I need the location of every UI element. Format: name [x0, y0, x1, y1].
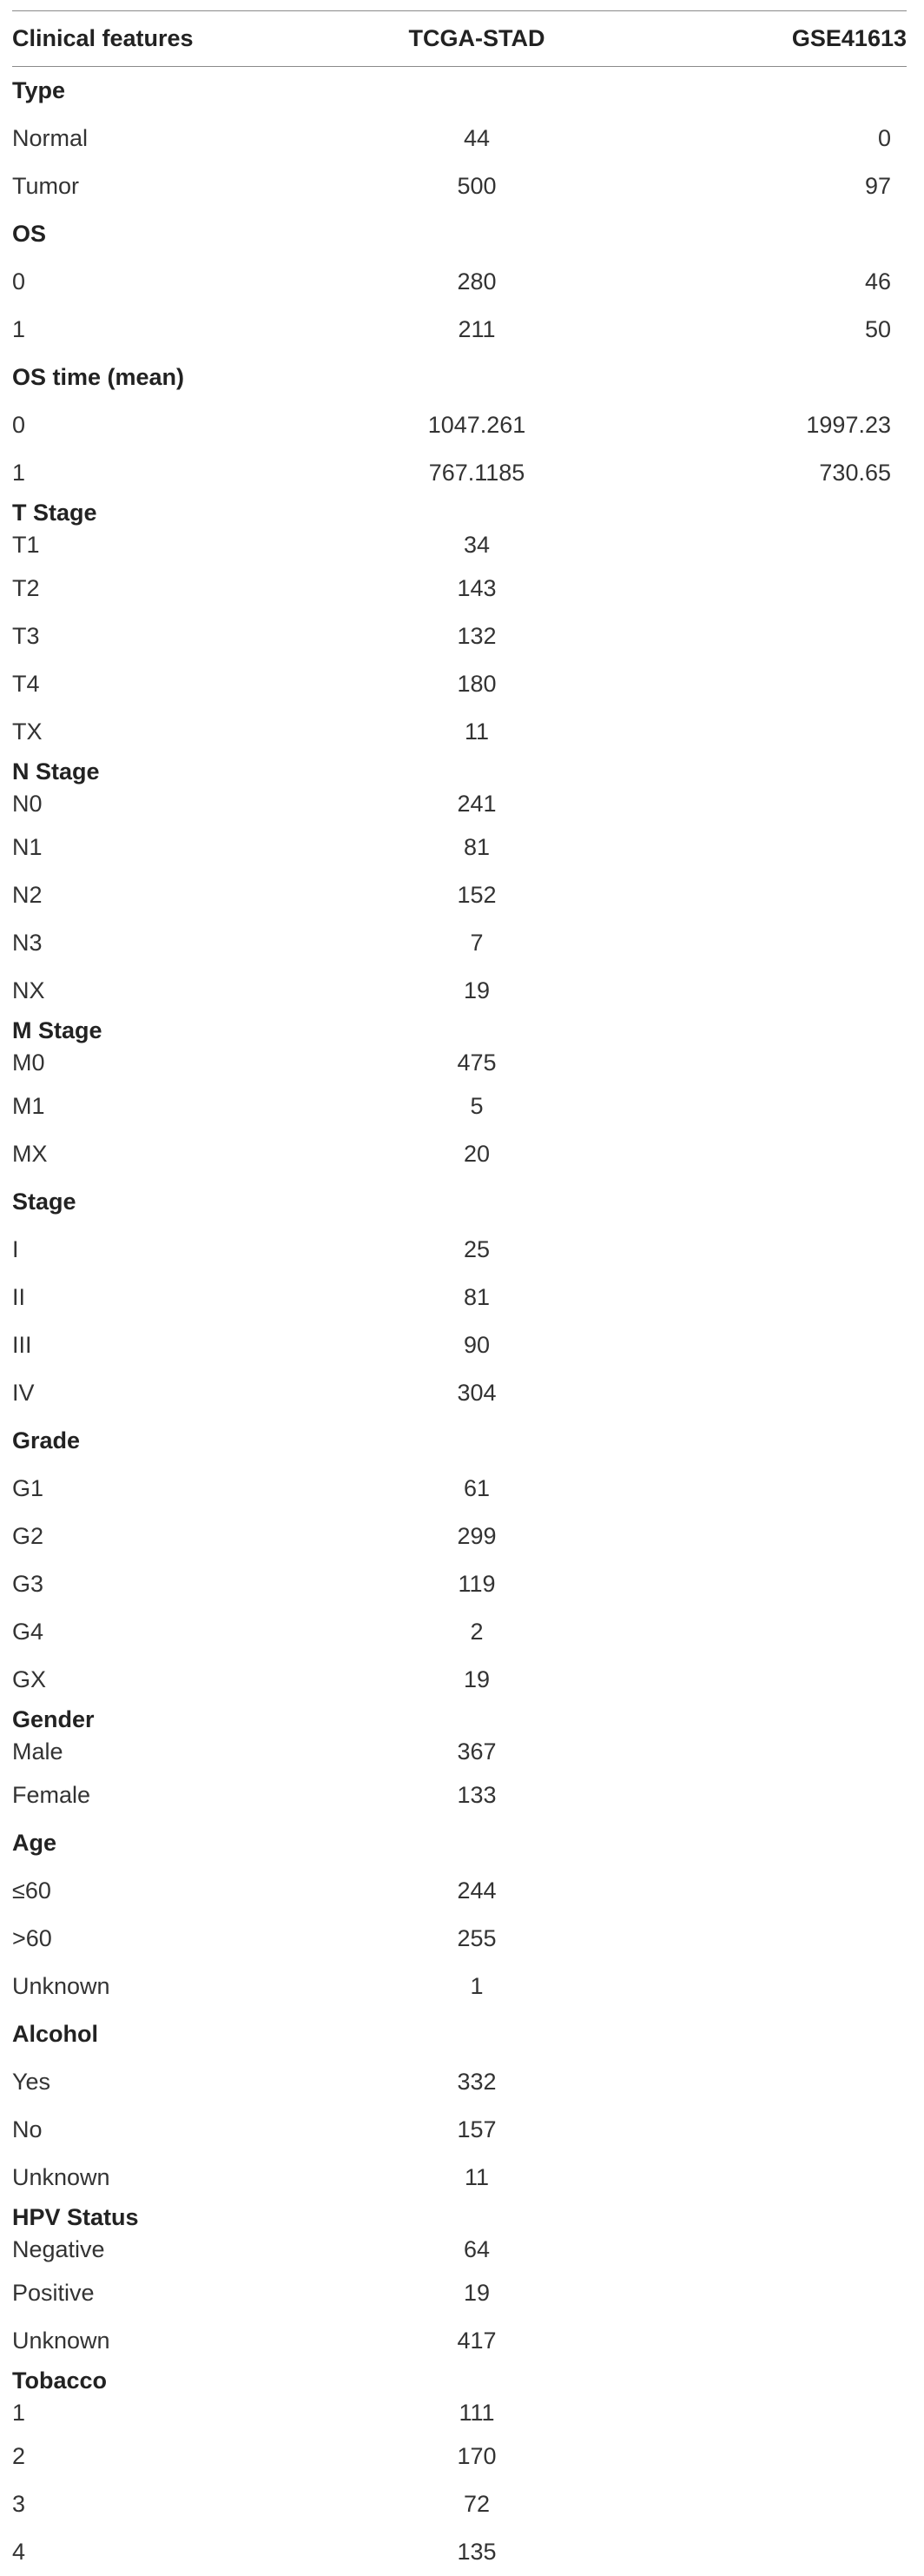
group-label: OS — [12, 220, 47, 247]
row-label: N0 — [12, 791, 43, 817]
table-row — [12, 1465, 907, 1513]
group-label: Stage — [12, 1188, 76, 1215]
row-label: 3 — [12, 2490, 26, 2517]
row-label: Negative — [12, 2236, 105, 2262]
table-row — [12, 2433, 907, 2480]
tcga-stad-value: 2 — [470, 1618, 484, 1645]
row-label: Positive — [12, 2279, 95, 2306]
tcga-stad-value: 5 — [470, 1092, 484, 1119]
tcga-stad-value: 299 — [457, 1522, 497, 1549]
tcga-stad-value: 170 — [457, 2442, 497, 2469]
table-row — [12, 967, 907, 1015]
row-label: >60 — [12, 1924, 52, 1951]
row-label: N2 — [12, 881, 43, 908]
gse41613-value — [655, 2154, 907, 2202]
group-row — [12, 756, 907, 785]
group-row — [12, 210, 907, 258]
gse41613-value — [655, 2317, 907, 2365]
gse41613-value: 1997.23 — [806, 411, 891, 438]
tcga-stad-value: 767.1185 — [428, 459, 525, 486]
table-body — [12, 67, 907, 2576]
group-row — [12, 497, 907, 526]
gse41613-value — [655, 1771, 907, 1819]
table-row — [12, 565, 907, 613]
row-label: M1 — [12, 1092, 45, 1119]
table-row — [12, 258, 907, 306]
gse41613-value — [655, 565, 907, 613]
gse41613-value — [655, 1083, 907, 1130]
row-label: Unknown — [12, 1972, 110, 1999]
tcga-stad-value: 7 — [470, 929, 484, 956]
row-label: IV — [12, 1379, 35, 1406]
gse41613-value — [655, 967, 907, 1015]
gse41613-value — [655, 1915, 907, 1963]
gse41613-value — [655, 1867, 907, 1915]
table-row — [12, 1083, 907, 1130]
group-label: Gender — [12, 1705, 95, 1732]
tcga-stad-value: 72 — [463, 2490, 491, 2517]
table-row — [12, 2317, 907, 2365]
tcga-stad-value: 19 — [463, 1665, 491, 1692]
group-row — [12, 2010, 907, 2058]
table-row — [12, 708, 907, 756]
group-row — [12, 2202, 907, 2231]
clinical-features-table — [12, 10, 907, 2576]
tcga-stad-value: 241 — [457, 791, 497, 817]
table-row — [12, 1560, 907, 1608]
gse41613-value — [655, 1226, 907, 1274]
tcga-stad-value: 280 — [457, 268, 497, 295]
tcga-stad-value: 25 — [463, 1235, 491, 1262]
group-row — [12, 1417, 907, 1465]
tcga-stad-value: 143 — [457, 574, 497, 601]
row-label: 4 — [12, 2538, 26, 2565]
tcga-stad-value: 119 — [458, 1570, 496, 1597]
group-row — [12, 354, 907, 401]
tcga-stad-value: 1047.261 — [427, 411, 526, 438]
tcga-stad-value: 244 — [457, 1877, 497, 1904]
table-row — [12, 1656, 907, 1704]
row-label: Tumor — [12, 172, 80, 199]
row-label: III — [12, 1331, 32, 1358]
tcga-stad-value: 81 — [463, 1283, 491, 1310]
gse41613-value — [655, 613, 907, 660]
table-row — [12, 2106, 907, 2154]
group-row — [12, 1819, 907, 1867]
gse41613-value — [655, 1044, 907, 1083]
header-row — [12, 11, 907, 67]
row-label: Yes — [12, 2068, 51, 2095]
gse41613-value — [655, 708, 907, 756]
row-label: T1 — [12, 532, 40, 558]
group-label: N Stage — [12, 758, 100, 785]
row-label: NX — [12, 977, 45, 1003]
table-row — [12, 785, 907, 824]
group-label: Alcohol — [12, 2020, 98, 2047]
row-label: TX — [12, 718, 43, 745]
group-row — [12, 1178, 907, 1226]
gse41613-value: 730.65 — [819, 459, 891, 486]
row-label: 2 — [12, 2442, 26, 2469]
table-row — [12, 2528, 907, 2576]
header-gse41613: GSE41613 — [791, 25, 907, 51]
table-row — [12, 1044, 907, 1083]
tcga-stad-value: 417 — [457, 2327, 497, 2354]
header-clinical-features: Clinical features — [12, 25, 194, 51]
table-row — [12, 2480, 907, 2528]
group-row — [12, 67, 907, 115]
tcga-stad-value: 304 — [457, 1379, 497, 1406]
table-row — [12, 1915, 907, 1963]
tcga-stad-value: 152 — [457, 881, 497, 908]
table-row — [12, 526, 907, 565]
tcga-stad-value: 367 — [457, 1738, 497, 1765]
row-label: No — [12, 2116, 43, 2142]
tcga-stad-value: 332 — [457, 2068, 497, 2095]
gse41613-value — [655, 1369, 907, 1417]
table-row — [12, 871, 907, 919]
row-label: N3 — [12, 929, 43, 956]
gse41613-value — [655, 785, 907, 824]
row-label: N1 — [12, 833, 43, 860]
group-label: T Stage — [12, 499, 97, 526]
gse41613-value — [655, 1130, 907, 1178]
group-row — [12, 2365, 907, 2394]
tcga-stad-value: 211 — [458, 315, 496, 342]
row-label: G1 — [12, 1474, 44, 1501]
gse41613-value — [655, 1513, 907, 1560]
row-label: Unknown — [12, 2327, 110, 2354]
row-label: Female — [12, 1781, 91, 1808]
table-row — [12, 1513, 907, 1560]
gse41613-value — [655, 526, 907, 565]
table-row — [12, 1771, 907, 1819]
group-label: OS time (mean) — [12, 363, 185, 390]
gse41613-value — [655, 2394, 907, 2433]
table-row — [12, 449, 907, 497]
gse41613-value — [655, 2433, 907, 2480]
gse41613-value — [655, 2106, 907, 2154]
gse41613-value: 50 — [864, 315, 891, 342]
table-row — [12, 2269, 907, 2317]
row-label: ≤60 — [12, 1877, 51, 1904]
table-row — [12, 824, 907, 871]
gse41613-value: 97 — [864, 172, 891, 199]
tcga-stad-value: 132 — [457, 622, 497, 649]
row-label: T2 — [12, 574, 40, 601]
tcga-stad-value: 11 — [464, 718, 490, 745]
table-row — [12, 660, 907, 708]
tcga-stad-value: 61 — [463, 1474, 491, 1501]
tcga-stad-value: 64 — [463, 2236, 491, 2262]
group-label: Tobacco — [12, 2367, 108, 2394]
table-row — [12, 1321, 907, 1369]
group-label: Grade — [12, 1427, 81, 1454]
table-row — [12, 1963, 907, 2010]
table-row — [12, 2231, 907, 2269]
gse41613-value: 0 — [877, 124, 891, 151]
table-row — [12, 1867, 907, 1915]
table-row — [12, 1274, 907, 1321]
tcga-stad-value: 19 — [463, 977, 491, 1003]
gse41613-value — [655, 2480, 907, 2528]
gse41613-value — [655, 1733, 907, 1771]
gse41613-value — [655, 1560, 907, 1608]
gse41613-value — [655, 824, 907, 871]
table-row — [12, 919, 907, 967]
tcga-stad-value: 19 — [463, 2279, 491, 2306]
table-row — [12, 1226, 907, 1274]
tcga-stad-value: 255 — [457, 1924, 497, 1951]
tcga-stad-value: 11 — [464, 2163, 490, 2190]
table-row — [12, 306, 907, 354]
tcga-stad-value: 90 — [463, 1331, 491, 1358]
row-label: G2 — [12, 1522, 44, 1549]
tcga-stad-value: 475 — [457, 1050, 497, 1076]
row-label: T3 — [12, 622, 40, 649]
tcga-stad-value: 20 — [463, 1140, 491, 1167]
gse41613-value — [655, 1274, 907, 1321]
row-label: 1 — [12, 315, 26, 342]
gse41613-value — [655, 1321, 907, 1369]
group-label: M Stage — [12, 1016, 102, 1043]
row-label: 1 — [12, 2400, 26, 2426]
row-label: Normal — [12, 124, 89, 151]
gse41613-value — [655, 660, 907, 708]
row-label: G4 — [12, 1618, 44, 1645]
table-row — [12, 115, 907, 162]
table-row — [12, 2154, 907, 2202]
header-tcga-stad: TCGA-STAD — [408, 25, 545, 51]
tcga-stad-value: 135 — [457, 2538, 497, 2565]
tcga-stad-value: 34 — [463, 532, 491, 558]
group-label: Type — [12, 76, 66, 103]
gse41613-value — [655, 1465, 907, 1513]
tcga-stad-value: 500 — [457, 172, 497, 199]
row-label: Unknown — [12, 2163, 110, 2190]
gse41613-value — [655, 919, 907, 967]
gse41613-value — [655, 871, 907, 919]
tcga-stad-value: 1 — [470, 1972, 484, 1999]
table-row — [12, 1608, 907, 1656]
tcga-stad-value: 111 — [459, 2400, 495, 2426]
row-label: 0 — [12, 411, 26, 438]
table-header — [12, 11, 907, 67]
tcga-stad-value: 133 — [457, 1781, 497, 1808]
group-label: HPV Status — [12, 2203, 139, 2230]
tcga-stad-value: 180 — [457, 670, 497, 697]
gse41613-value: 46 — [864, 268, 891, 295]
table-row — [12, 2394, 907, 2433]
gse41613-value — [655, 1656, 907, 1704]
gse41613-value — [655, 1608, 907, 1656]
tcga-stad-value: 157 — [457, 2116, 497, 2142]
gse41613-value — [655, 2231, 907, 2269]
table-row — [12, 162, 907, 210]
group-row — [12, 1704, 907, 1733]
row-label: Male — [12, 1738, 63, 1765]
table-row — [12, 2058, 907, 2106]
row-label: I — [12, 1235, 19, 1262]
gse41613-value — [655, 1963, 907, 2010]
row-label: MX — [12, 1140, 48, 1167]
gse41613-value — [655, 2058, 907, 2106]
table-row — [12, 1733, 907, 1771]
row-label: 1 — [12, 459, 26, 486]
row-label: GX — [12, 1665, 47, 1692]
row-label: M0 — [12, 1050, 45, 1076]
row-label: II — [12, 1283, 26, 1310]
gse41613-value — [655, 2269, 907, 2317]
table-row — [12, 1130, 907, 1178]
table-row — [12, 401, 907, 449]
row-label: 0 — [12, 268, 26, 295]
row-label: T4 — [12, 670, 40, 697]
group-row — [12, 1015, 907, 1044]
table-row — [12, 1369, 907, 1417]
group-label: Age — [12, 1829, 57, 1856]
tcga-stad-value: 81 — [463, 833, 491, 860]
row-label: G3 — [12, 1570, 44, 1597]
table-row — [12, 613, 907, 660]
tcga-stad-value: 44 — [463, 124, 491, 151]
gse41613-value — [655, 2528, 907, 2576]
